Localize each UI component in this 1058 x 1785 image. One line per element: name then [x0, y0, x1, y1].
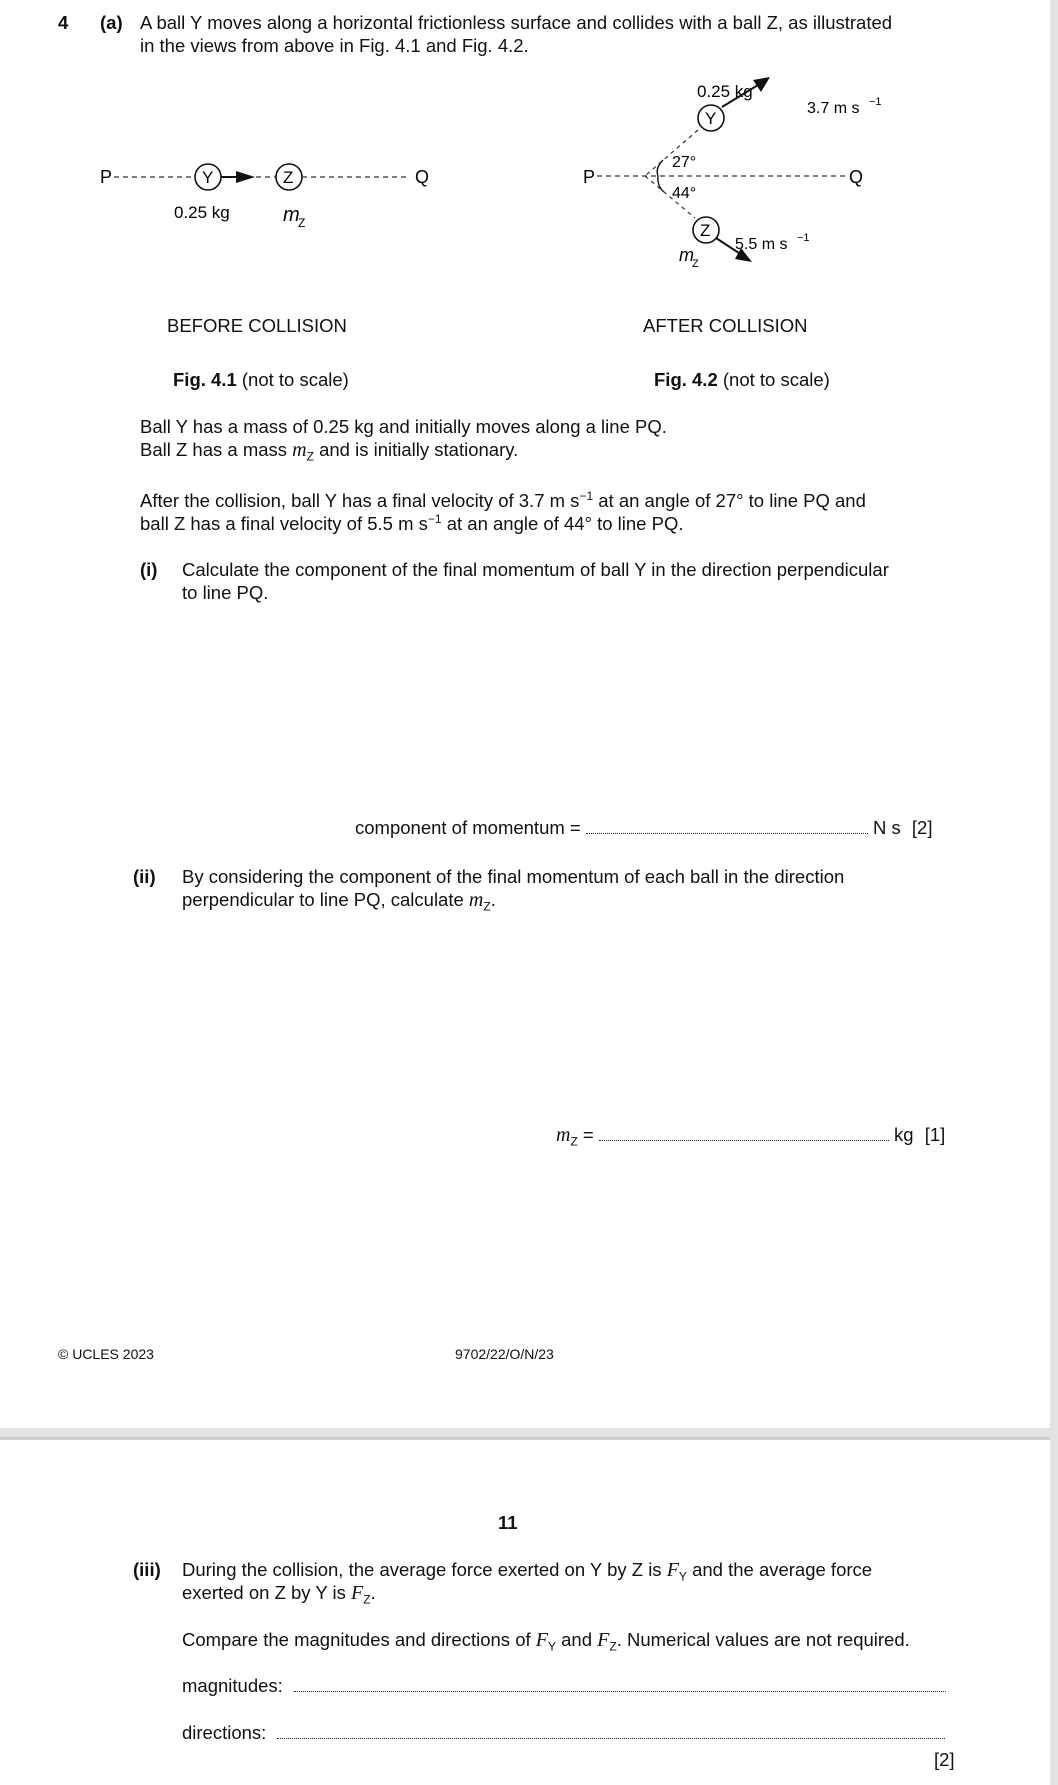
- part-ii-marks: [1]: [924, 1124, 946, 1145]
- fig-4-1-diagram: [90, 150, 450, 245]
- magnitudes-row: [182, 1674, 946, 1697]
- info-line-2: Ball Z has a mass $m_Z$ and is initially stationary.: [140, 439, 519, 464]
- intro-line-1: A ball Y moves along a horizontal frictionless surface and collides with a ball Z, as illustrated: [140, 12, 893, 33]
- fig2-mass-y: 0.25 kg: [697, 82, 753, 101]
- fig-4-2-diagram: [575, 68, 925, 278]
- fig1-label-p: P: [100, 167, 113, 187]
- part-i-answer-line: [355, 816, 932, 839]
- fig1-mass-z: m: [283, 204, 300, 226]
- fig2-caption: Fig. 4.2 (not to scale): [654, 369, 830, 390]
- part-iii-line-1: During the collision, the average force exerted on Y by Z is $F_Y$ and the average force: [182, 1559, 873, 1584]
- fig1-mass-z-sub: Z: [298, 216, 306, 230]
- fig2-speed-z-exp: −1: [797, 232, 810, 244]
- fig1-caption: Fig. 4.1 (not to scale): [173, 369, 349, 390]
- fig1-ball-z-label: Z: [283, 168, 294, 187]
- fig2-label-p: P: [583, 167, 596, 187]
- fig2-speed-y-exp: −1: [869, 96, 882, 108]
- fig2-speed-z: 5.5 m s: [735, 236, 788, 253]
- fig1-caption-title: BEFORE COLLISION: [167, 315, 347, 336]
- part-i-answer-label: component of momentum =: [355, 817, 586, 838]
- fig2-angle-arc-z: [658, 176, 664, 192]
- part-ii-answer-field[interactable]: [599, 1124, 889, 1141]
- magnitudes-answer-field[interactable]: [294, 1675, 946, 1692]
- part-iii-label: (iii): [133, 1559, 161, 1580]
- fig2-angle-z: 44°: [672, 185, 697, 202]
- part-i-text-2: to line PQ.: [182, 582, 269, 603]
- info-line-4: ball Z has a final velocity of 5.5 m $s^{-1}$ at an angle of 44° to line PQ.: [140, 512, 684, 535]
- part-i-marks: [2]: [911, 817, 933, 838]
- question-number: 4: [58, 12, 69, 33]
- part-i-answer-field[interactable]: [586, 817, 868, 834]
- footer-copyright: © UCLES 2023: [58, 1346, 154, 1362]
- directions-answer-field[interactable]: [277, 1722, 945, 1739]
- directions-label: directions:: [182, 1722, 267, 1743]
- fig1-arrow-head: [236, 171, 255, 183]
- part-iii-line-2: exerted on Z by Y is $F_Z$.: [182, 1582, 376, 1607]
- fig2-mass-z: m: [679, 245, 694, 265]
- part-i-label: (i): [140, 559, 158, 580]
- part-ii-text-1: By considering the component of the final momentum of each ball in the direction: [182, 866, 845, 887]
- info-line-3: After the collision, ball Y has a final velocity of 3.7 m $s^{-1}$ at an angle of 27° to line PQ and: [140, 489, 866, 512]
- part-ii-label: (ii): [133, 866, 156, 887]
- part-iii-line-3: Compare the magnitudes and directions of $F_Y$ and $F_Z$. Numerical values are not required.: [182, 1629, 910, 1654]
- page-number: 11: [498, 1512, 518, 1533]
- part-label: (a): [100, 12, 123, 33]
- part-ii-unit: kg: [894, 1124, 914, 1145]
- part-ii-text-2: perpendicular to line PQ, calculate $m_Z$.: [182, 889, 496, 914]
- fig2-caption-title: AFTER COLLISION: [643, 315, 808, 336]
- fig1-mass-y: 0.25 kg: [174, 203, 230, 222]
- fig2-speed-y: 3.7 m s: [807, 100, 860, 117]
- fig2-mass-z-sub: Z: [692, 258, 699, 270]
- part-ii-answer-line: $m_Z$ = kg [1]: [556, 1124, 946, 1149]
- info-line-1: Ball Y has a mass of 0.25 kg and initially moves along a line PQ.: [140, 416, 667, 437]
- footer-paper-code: 9702/22/O/N/23: [455, 1346, 554, 1362]
- fig2-angle-arc-y: [657, 160, 663, 176]
- part-i-unit: N s: [873, 817, 901, 838]
- fig1-label-q: Q: [415, 167, 430, 187]
- intro-line-2: in the views from above in Fig. 4.1 and Fig. 4.2.: [140, 35, 529, 56]
- fig2-arrow-y-head: [753, 77, 770, 92]
- fig2-angle-y: 27°: [672, 154, 697, 171]
- part-iii-marks: [2]: [934, 1749, 955, 1770]
- fig1-ball-y-label: Y: [202, 168, 214, 187]
- part-i-text-1: Calculate the component of the final momentum of ball Y in the direction perpendicular: [182, 559, 889, 580]
- directions-row: [182, 1721, 945, 1744]
- magnitudes-label: magnitudes:: [182, 1675, 283, 1696]
- fig2-ball-z-label: Z: [700, 221, 711, 240]
- fig2-ball-y-label: Y: [705, 109, 717, 128]
- fig2-label-q: Q: [849, 167, 864, 187]
